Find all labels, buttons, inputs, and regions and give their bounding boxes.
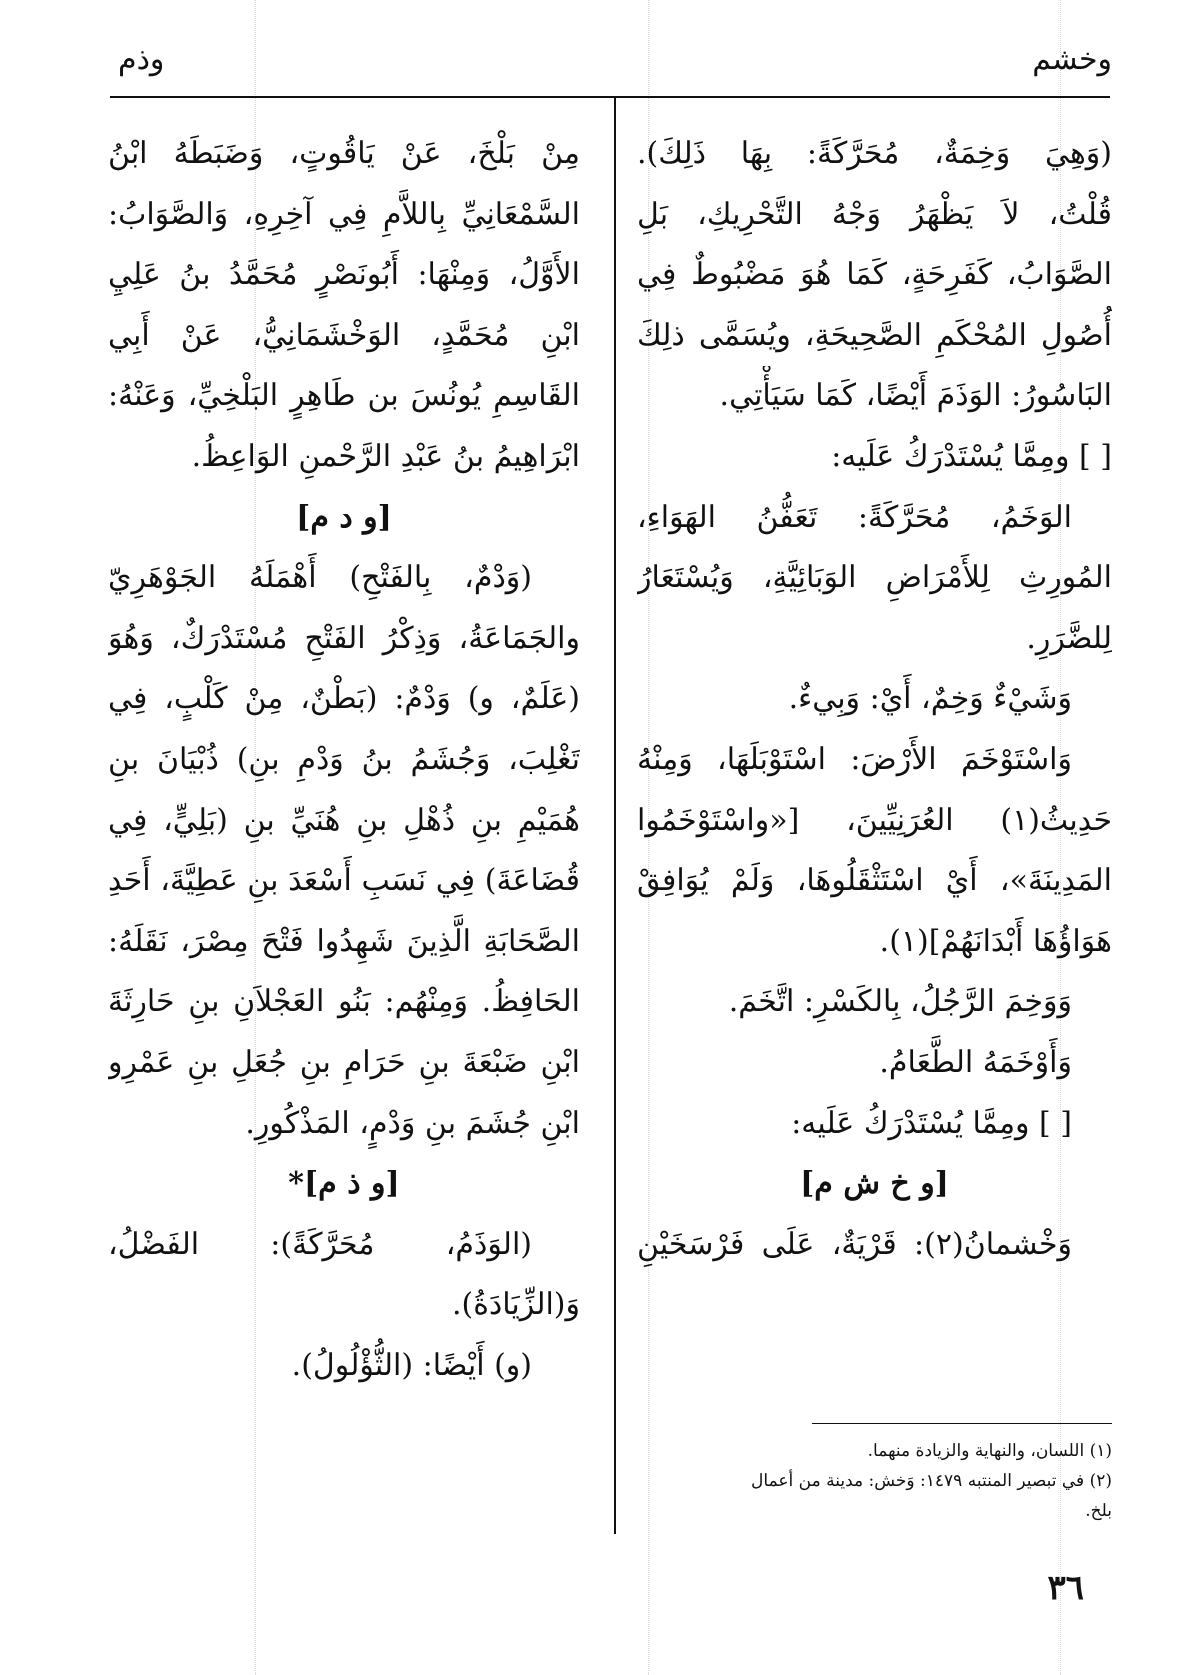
footnotes bbox=[637, 1436, 1112, 1526]
text-line: (و) أَيْضًا: (الثُّؤْلُولُ). bbox=[291, 1347, 532, 1383]
text-line: (وَهِيَ وَخِمَةٌ، مُحَرَّكَةً: بِهَا ذَلِكَ). bbox=[637, 136, 1112, 171]
text-line: الأَوَّلُ، وَمِنْهَا: أَبُونَصْرٍ مُحَمَّدُ بنُ عَلِيِ bbox=[108, 257, 580, 293]
running-header-left: وذم bbox=[118, 42, 165, 77]
footnote: (١) اللسان، والنهاية والزيادة منهما. bbox=[867, 1441, 1112, 1461]
text-line: المَدِينَةَ»، أَيْ اسْتَثْقَلُوهَا، وَلَمْ يُوَافِقْ bbox=[637, 863, 1112, 899]
text-line: السَّمْعَانِيِّ بِاللاَّمِ فِي آخِرِهِ، وَالصَّوَابُ: bbox=[108, 196, 580, 232]
text-line: تَغْلِبَ، وَجُشَمُ بنُ وَدْمِ بنِ) ذُبْيَانَ بنِ bbox=[108, 741, 580, 777]
entry-heading: [و ذ م]* bbox=[288, 1166, 400, 1202]
text-line: قُضَاعَةَ) فِي نَسَبِ أَسْعَدَ بنِ عَطِيَّةَ، أَحَدِ bbox=[108, 863, 580, 899]
text-line: ابْنِ جُشَمَ بنِ وَدْمٍ، المَذْكُورِ. bbox=[245, 1105, 580, 1141]
text-line: (عَلَمٌ، و) وَدْمٌ: (بَطْنٌ، مِنْ كَلْبٍ، فِي bbox=[108, 681, 580, 717]
text-line: ابْنِ ضَبْعَةَ بنِ حَرَامِ بنِ جُعَلِ بنِ عَمْرِو bbox=[108, 1044, 580, 1080]
running-header-right: وخشم bbox=[1032, 42, 1112, 77]
text-line: وَشَيْءٌ وَخِمٌ، أَيْ: وَبِيءٌ. bbox=[788, 681, 1072, 717]
text-line: قُلْتُ، لاَ يَظْهَرُ وَجْهُ التَّحْرِيكِ، بَلِ bbox=[637, 196, 1112, 232]
footnote: بلخ. bbox=[1085, 1501, 1112, 1521]
supplement-marker: [ ] ومِمَّا يُسْتَدْرَكُ عَلَيه: bbox=[831, 438, 1112, 474]
text-line: وَاسْتَوْخَمَ الأَرْضَ: اسْتَوْبَلَهَا، وَمِنْهُ bbox=[637, 741, 1072, 777]
text-line: هُمَيْمِ بنِ ذُهْلِ بنِ هُنَيِّ بنِ (بَلِيٍّ، فِي bbox=[108, 802, 580, 838]
text-line: الوَخَمُ، مُحَرَّكَةً: تَعَفُّنُ الهَوَاءِ، bbox=[637, 499, 1072, 535]
left-column bbox=[108, 124, 580, 1396]
text-line: الصَّوَابُ، كَفَرِحَةٍ، كَمَا هُوَ مَضْبُوطٌ فِي bbox=[637, 257, 1112, 293]
text-line: المُورِثِ لِلأَمْرَاضِ الوَبَائِيَّةِ، وَيُسْتَعَارُ bbox=[637, 560, 1112, 596]
text-line: القَاسِمِ يُونُسَ بن طَاهِرٍ البَلْخِيِّ، وَعَنْهُ: bbox=[108, 378, 580, 414]
text-line: (وَدْمٌ، بِالفَتْحِ) أَهْمَلَهُ الجَوْهَرِيّ bbox=[108, 560, 532, 596]
text-line: وَوَخِمَ الرَّجُلُ، بِالكَسْرِ: اتَّخَمَ. bbox=[728, 984, 1072, 1020]
text-line: حَدِيثُ(١) العُرَنِيِّينَ، [«واسْتَوْخَمُوا bbox=[637, 802, 1112, 838]
footnote: (٢) في تبصير المنتبه ١٤٧٩: وَخش: مدينة من أعمال bbox=[751, 1471, 1112, 1491]
text-line: وَ(الزِّيَادَةُ). bbox=[451, 1287, 580, 1323]
text-line: أُصُولِ المُحْكَمِ الصَّحِيحَةِ، ويُسَمَّى ذلِكَ bbox=[637, 317, 1112, 353]
text-line: ابْرَاهِيمُ بنُ عَبْدِ الرَّحْمنِ الوَاعِظُ. bbox=[191, 438, 580, 474]
text-line: ابْنِ مُحَمَّدٍ، الوَخْشَمَانِيُّ، عَنْ أَبِي bbox=[108, 317, 580, 353]
text-line: (الوَذَمُ، مُحَرَّكَةً): الفَضْلُ، bbox=[108, 1226, 532, 1262]
page-number: ٣٦ bbox=[1047, 1568, 1084, 1608]
text-line: البَاسُورُ: الوَذَمَ أَيْضًا، كَمَا سَيَأْتِي. bbox=[719, 378, 1112, 414]
text-line: وَأَوْخَمَهُ الطَّعَامُ. bbox=[879, 1044, 1072, 1080]
supplement-marker: [ ] ومِمَّا يُسْتَدْرَكُ عَلَيه: bbox=[791, 1105, 1072, 1141]
header-rule bbox=[110, 96, 1110, 98]
entry-heading: [و د م] bbox=[296, 499, 392, 535]
column-divider bbox=[614, 97, 616, 1534]
text-line: الصَّحَابَةِ الَّذِينَ شَهِدُوا فَتْحَ مِصْرَ، نَقَلَهُ: bbox=[108, 923, 580, 959]
footnote-rule bbox=[812, 1423, 1112, 1424]
text-line: لِلضَّرَرِ. bbox=[1026, 620, 1112, 656]
right-column bbox=[637, 124, 1112, 1275]
entry-heading: [و خ ش م] bbox=[800, 1166, 949, 1202]
text-line: والجَمَاعَةُ، وَذِكْرُ الفَتْحِ مُسْتَدْرَكٌ، وَهُوَ bbox=[108, 620, 580, 656]
text-line: وَخْشمانُ(٢): قَرْيَةٌ، عَلَى فَرْسَخَيْنِ bbox=[637, 1226, 1072, 1262]
text-line: الحَافِظُ. وَمِنْهُم: بَنُو العَجْلاَنِ بنِ حَارِثَةَ bbox=[108, 984, 580, 1020]
text-line: هَوَاؤُهَا أَبْدَانَهُمْ](١). bbox=[879, 923, 1112, 959]
text-line: مِنْ بَلْخَ، عَنْ يَاقُوتٍ، وَضَبَطَهُ ابْنُ bbox=[108, 136, 580, 171]
